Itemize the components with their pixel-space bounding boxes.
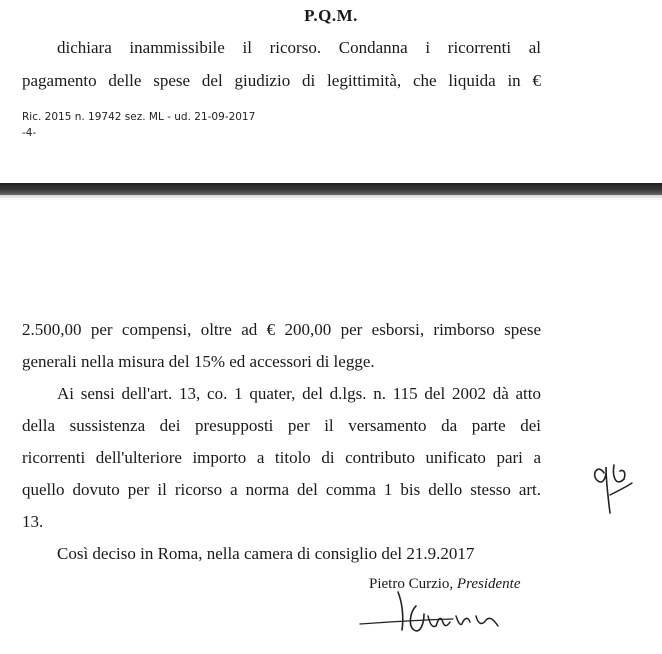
paragraph1-line-1: 2.500,00 per compensi, oltre ad € 200,00 per esborsi, rimborso spese bbox=[22, 320, 541, 339]
page-separator bbox=[0, 183, 662, 195]
paragraph2-line-1: Ai sensi dell'art. 13, co. 1 quater, del d.lgs. n. 115 del 2002 dà atto bbox=[57, 384, 541, 403]
paragraph2-line-4: quello dovuto per il ricorso a norma del comma 1 bis dello stesso art. bbox=[22, 480, 541, 499]
handwritten-signature bbox=[358, 586, 528, 646]
paragraph2-line-5: 13. bbox=[22, 512, 44, 531]
paragraph2-line-2: della sussistenza dei presupposti per il versamento da parte dei bbox=[22, 416, 541, 435]
paragraph1-line-2: generali nella misura del 15% ed accessori di legge. bbox=[22, 352, 375, 371]
page-number: -4- bbox=[22, 127, 37, 139]
handwritten-initials-mark bbox=[590, 455, 640, 525]
page-heading: P.Q.M. bbox=[304, 6, 358, 25]
page-separator-shadow bbox=[0, 195, 662, 200]
text-line-2: pagamento delle spese del giudizio di legittimità, che liquida in € bbox=[22, 71, 541, 90]
paragraph2-line-3: ricorrenti dell'ulteriore importo a titolo di contributo unificato pari a bbox=[22, 448, 541, 467]
signatory-name: Pietro Curzio, bbox=[369, 576, 454, 592]
text-line-1: dichiara inammissibile il ricorso. Condanna i ricorrenti al bbox=[57, 38, 541, 57]
closing-line: Così deciso in Roma, nella camera di consiglio del 21.9.2017 bbox=[57, 544, 475, 563]
case-reference: Ric. 2015 n. 19742 sez. ML - ud. 21-09-2017 bbox=[22, 111, 256, 123]
signatory-role: Presidente bbox=[456, 576, 521, 592]
